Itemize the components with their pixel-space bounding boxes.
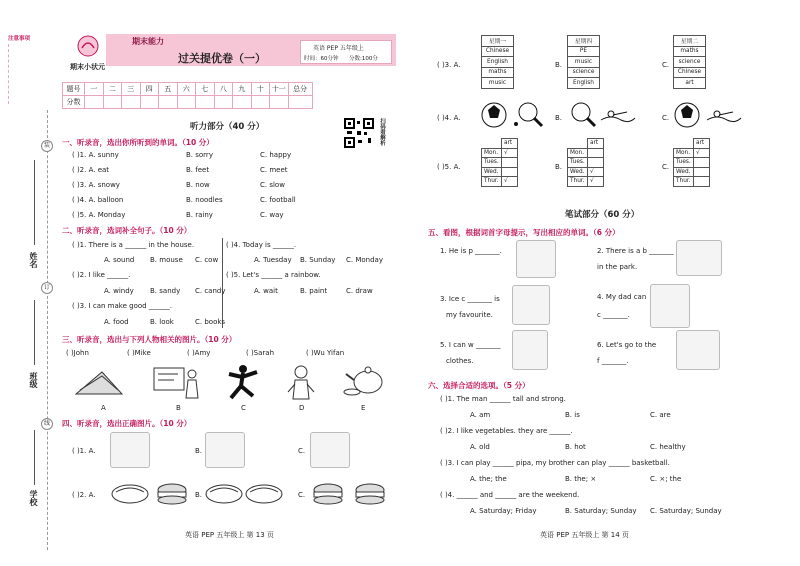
option[interactable]: C. are xyxy=(650,411,671,419)
col-head: 一 xyxy=(85,83,104,96)
question: ( )1. There is a ______ in the house. xyxy=(72,241,195,249)
option[interactable]: B. Sunday xyxy=(300,256,336,264)
score-cell[interactable] xyxy=(140,96,159,109)
question: ( )4. Today is ______. xyxy=(226,241,297,249)
person-name: ( )Mike xyxy=(127,349,151,357)
option[interactable]: C. candy xyxy=(195,287,226,295)
schedule-row: science xyxy=(568,67,600,78)
option[interactable]: B. Saturday; Sunday xyxy=(565,507,637,515)
option[interactable]: C. Monday xyxy=(346,256,383,264)
day-label: Mon. xyxy=(674,148,694,158)
teacher-icon xyxy=(152,366,202,400)
col-head: 九 xyxy=(233,83,252,96)
col-head: 十 xyxy=(251,83,270,96)
option[interactable]: B. paint xyxy=(300,287,328,295)
option[interactable]: A. windy xyxy=(104,287,134,295)
qr-icon xyxy=(344,118,374,148)
section-3-title: 三、听录音，选出与下列人物相关的图片。（10 分） xyxy=(62,335,237,344)
section-6-title: 六、选择合适的选项。（5 分） xyxy=(428,381,530,390)
time-label: 时间：60分钟 xyxy=(304,56,339,62)
score-cell[interactable] xyxy=(103,96,122,109)
section-1-title: 一、听录音，选出你所听到的单词。（10 分） xyxy=(62,138,214,147)
option[interactable]: B. look xyxy=(150,318,174,326)
question: ( )1. The man ______ tall and strong. xyxy=(440,395,566,403)
name-field-line[interactable] xyxy=(34,160,35,245)
question: 2. There is a b _______ xyxy=(597,247,674,255)
day-label: Thur. xyxy=(482,177,502,187)
option: C. xyxy=(298,447,306,455)
picture-chef xyxy=(650,284,690,328)
art-head: art xyxy=(694,139,710,149)
kungfu-icon xyxy=(225,364,261,400)
teacher-board-picture[interactable] xyxy=(152,366,202,400)
written-title: 笔试部分（60 分） xyxy=(565,210,640,220)
question: in the park. xyxy=(597,263,638,271)
section-5-title: 五、看图，根据词首字母提示，写出相应的单词。（6 分） xyxy=(428,228,620,237)
picture-washing xyxy=(512,330,548,370)
option[interactable]: B. rainy xyxy=(186,211,213,219)
option[interactable]: B. hot xyxy=(565,443,586,451)
question: 1. He is p _______. xyxy=(440,247,502,255)
check-mark: √ xyxy=(588,177,604,187)
question: f _______. xyxy=(597,357,629,365)
option[interactable]: C. cow xyxy=(195,256,219,264)
option[interactable]: A. old xyxy=(470,443,490,451)
score-cell[interactable] xyxy=(177,96,196,109)
option[interactable]: A. Tuesday xyxy=(254,256,292,264)
listening-title: 听力部分（40 分） xyxy=(190,122,265,132)
question: ( )1. A. xyxy=(72,447,96,455)
question: 5. I can w _______ xyxy=(440,341,501,349)
name-field-label: 姓名 xyxy=(29,252,38,268)
picture-letter: C xyxy=(241,404,246,412)
schedule-row: Chinese xyxy=(674,67,706,78)
col-head: 十一 xyxy=(270,83,289,96)
score-cell[interactable] xyxy=(214,96,233,109)
food-picture[interactable] xyxy=(110,478,192,506)
score-cell[interactable] xyxy=(270,96,289,109)
schedule-row: music xyxy=(568,57,600,68)
col-head: 二 xyxy=(103,83,122,96)
option[interactable]: C. way xyxy=(260,211,284,219)
option[interactable]: B. noodles xyxy=(186,196,223,204)
binding-mark: 订 xyxy=(41,282,53,294)
option: C. xyxy=(662,114,670,122)
option[interactable]: B. now xyxy=(186,181,210,189)
logo-icon xyxy=(70,34,106,60)
col-head: 五 xyxy=(159,83,178,96)
section-2-title: 二、听录音，选词补全句子。（10 分） xyxy=(62,226,192,235)
question: ( )3. A. snowy xyxy=(72,181,120,189)
brand-logo xyxy=(70,34,106,60)
page-title: 过关提优卷（一） xyxy=(178,52,266,65)
question: ( )3. I can play ______ pipa, my brother can play ______ basketball. xyxy=(440,459,670,467)
option[interactable]: A. sound xyxy=(104,256,135,264)
day-label: Wed. xyxy=(674,167,694,177)
section-2-divider xyxy=(222,238,223,328)
person-name: ( )Amy xyxy=(187,349,211,357)
noodles-burger-icon xyxy=(110,478,192,506)
sport-picture[interactable] xyxy=(480,100,550,130)
question: ( )4. A. balloon xyxy=(72,196,124,204)
option: B. xyxy=(555,114,563,122)
badge: 期末能力 xyxy=(132,37,164,46)
question: ( )2. I like ______. xyxy=(72,271,131,279)
row-label: 题号 xyxy=(63,83,85,96)
question: ( )3. I can make good ______. xyxy=(72,302,173,310)
football-pingpong-icon xyxy=(480,100,550,130)
score-cell[interactable] xyxy=(233,96,252,109)
score-cell[interactable] xyxy=(196,96,215,109)
question: ( )4. ______ and ______ are the weekend. xyxy=(440,491,580,499)
schedule-row: maths xyxy=(674,46,706,57)
day-label: Thur. xyxy=(568,177,588,187)
picture-letter: A xyxy=(101,404,106,412)
schedule-table-a[interactable] xyxy=(481,35,514,89)
qr-caption: 扫码看解析 xyxy=(379,118,385,146)
picture-letter: B xyxy=(176,404,181,412)
teapot-icon xyxy=(340,362,388,398)
sandwich-icon xyxy=(72,368,126,398)
col-head: 四 xyxy=(140,83,159,96)
option[interactable]: A. food xyxy=(104,318,129,326)
picture-option[interactable] xyxy=(310,432,350,468)
notice-text xyxy=(8,44,42,104)
col-head: 总分 xyxy=(288,83,312,96)
option[interactable]: C. ×; the xyxy=(650,475,682,483)
girl-icon xyxy=(284,364,318,400)
subject-box xyxy=(300,40,392,64)
brand-name: 期末小状元 xyxy=(70,63,105,71)
score-cell[interactable] xyxy=(85,96,104,109)
check-mark: √ xyxy=(502,177,518,187)
question: ( )3. A. xyxy=(437,61,461,69)
question: ( )5. Let's ______ a rainbow. xyxy=(226,271,321,279)
day-label: Tues. xyxy=(674,158,694,168)
picture-letter: D xyxy=(299,404,305,412)
score-cell[interactable] xyxy=(159,96,178,109)
question: ( )5. A. xyxy=(437,163,461,171)
picture-farm xyxy=(676,330,720,370)
section-4-title: 四、听录音，选出正确图片。（10 分） xyxy=(62,419,192,428)
subject-label: 英语 PEP 五年级上 xyxy=(313,45,364,52)
art-table-b[interactable] xyxy=(567,138,604,187)
schedule-table-b[interactable] xyxy=(567,35,600,89)
schedule-row: maths xyxy=(482,67,514,78)
option[interactable]: B. the; × xyxy=(565,475,597,483)
question: ( )2. A. xyxy=(72,491,96,499)
score-label: 分数:100分 xyxy=(349,56,378,62)
option[interactable]: C. healthy xyxy=(650,443,686,451)
option[interactable]: B. mouse xyxy=(150,256,183,264)
class-field-label: 班级 xyxy=(29,372,38,388)
option: B. xyxy=(195,491,203,499)
teapot-picture[interactable] xyxy=(340,362,388,398)
option: C. xyxy=(662,163,670,171)
schedule-row: science xyxy=(674,57,706,68)
cut-line xyxy=(47,110,48,550)
check-mark: √ xyxy=(588,167,604,177)
picture-bridge xyxy=(676,240,722,276)
option[interactable]: C. books xyxy=(195,318,226,326)
girl-picture[interactable] xyxy=(284,364,318,400)
picture-option[interactable] xyxy=(205,432,245,468)
option: B. xyxy=(555,61,563,69)
schedule-row: Chinese xyxy=(482,46,514,57)
col-head: 三 xyxy=(122,83,141,96)
option[interactable]: B. feet xyxy=(186,166,210,174)
col-head: 六 xyxy=(177,83,196,96)
person-name: ( )Sarah xyxy=(246,349,275,357)
schedule-head: 星期四 xyxy=(568,36,600,47)
schedule-row: PE xyxy=(568,46,600,57)
sport-picture[interactable] xyxy=(673,100,743,130)
question: ( )4. A. xyxy=(437,114,461,122)
option[interactable]: B. is xyxy=(565,411,580,419)
schedule-head: 星期二 xyxy=(674,36,706,47)
question: 3. Ice c _______ is xyxy=(440,295,500,303)
kungfu-picture[interactable] xyxy=(225,364,261,400)
option[interactable]: C. happy xyxy=(260,151,292,159)
school-field-line[interactable] xyxy=(34,430,35,485)
question: ( )1. A. sunny xyxy=(72,151,119,159)
day-label: Mon. xyxy=(482,148,502,158)
check-mark: √ xyxy=(502,148,518,158)
day-label: Mon. xyxy=(568,148,588,158)
day-label: Wed. xyxy=(568,167,588,177)
question: 4. My dad can xyxy=(597,293,647,301)
score-cell[interactable] xyxy=(288,96,312,109)
score-cell[interactable] xyxy=(122,96,141,109)
option: B. xyxy=(555,163,563,171)
day-label: Tues. xyxy=(568,158,588,168)
option[interactable]: C. meet xyxy=(260,166,288,174)
col-head: 八 xyxy=(214,83,233,96)
art-table-c[interactable] xyxy=(673,138,710,187)
option[interactable]: B. sandy xyxy=(150,287,181,295)
option[interactable]: C. football xyxy=(260,196,296,204)
question: 6. Let's go to the xyxy=(597,341,657,349)
binding-mark: 装 xyxy=(41,140,53,152)
binding-strip xyxy=(0,0,50,566)
sandwich-picture[interactable] xyxy=(72,368,126,398)
schedule-row: art xyxy=(674,78,706,89)
option[interactable]: A. the; the xyxy=(470,475,507,483)
picture-letter: E xyxy=(361,404,366,412)
option[interactable]: C. Saturday; Sunday xyxy=(650,507,722,515)
row-label: 分数 xyxy=(63,96,85,109)
food-picture[interactable] xyxy=(308,478,390,506)
art-head: art xyxy=(588,139,604,149)
score-table xyxy=(62,82,313,109)
schedule-table-c[interactable] xyxy=(673,35,706,89)
day-label: Wed. xyxy=(482,167,502,177)
art-head: art xyxy=(502,139,518,149)
question: c _______. xyxy=(597,311,630,319)
option[interactable]: A. wait xyxy=(254,287,278,295)
person-name: ( )John xyxy=(66,349,89,357)
schedule-row: English xyxy=(568,78,600,89)
question: clothes. xyxy=(446,357,474,365)
burger-burger-icon xyxy=(308,478,390,506)
qr-code[interactable] xyxy=(344,118,374,148)
day-label: Tues. xyxy=(482,158,502,168)
option: B. xyxy=(195,447,203,455)
schedule-row: English xyxy=(482,57,514,68)
option[interactable]: A. Saturday; Friday xyxy=(470,507,537,515)
question: ( )2. I like vegetables. they are ______. xyxy=(440,427,573,435)
option[interactable]: B. sorry xyxy=(186,151,213,159)
art-table-a[interactable] xyxy=(481,138,518,187)
check-mark: √ xyxy=(694,148,710,158)
schedule-row: music xyxy=(482,78,514,89)
picture-icecream xyxy=(512,285,550,325)
school-field-label: 学校 xyxy=(29,490,38,506)
schedule-head: 星期一 xyxy=(482,36,514,47)
question: ( )5. A. Monday xyxy=(72,211,126,219)
col-head: 七 xyxy=(196,83,215,96)
question: my favourite. xyxy=(446,311,493,319)
page-footer: 英语 PEP 五年级上 第 13 页 xyxy=(185,531,274,539)
picture-person xyxy=(516,240,556,278)
option: C. xyxy=(662,61,670,69)
option[interactable]: A. am xyxy=(470,411,491,419)
person-name: ( )Wu Yifan xyxy=(306,349,345,357)
option[interactable]: C. draw xyxy=(346,287,373,295)
class-field-line[interactable] xyxy=(34,300,35,365)
binding-mark: 线 xyxy=(41,418,53,430)
score-cell[interactable] xyxy=(251,96,270,109)
notice-title: 注意事项 xyxy=(8,36,31,42)
food-picture[interactable] xyxy=(204,478,286,506)
noodles-noodles-icon xyxy=(204,478,286,506)
option: C. xyxy=(298,491,306,499)
football-swim-icon xyxy=(673,100,743,130)
day-label: Thur. xyxy=(674,177,694,187)
page-footer: 英语 PEP 五年级上 第 14 页 xyxy=(540,531,629,539)
picture-option[interactable] xyxy=(110,432,150,468)
option[interactable]: C. slow xyxy=(260,181,285,189)
pingpong-swim-icon xyxy=(567,100,637,130)
question: ( )2. A. eat xyxy=(72,166,110,174)
sport-picture[interactable] xyxy=(567,100,637,130)
